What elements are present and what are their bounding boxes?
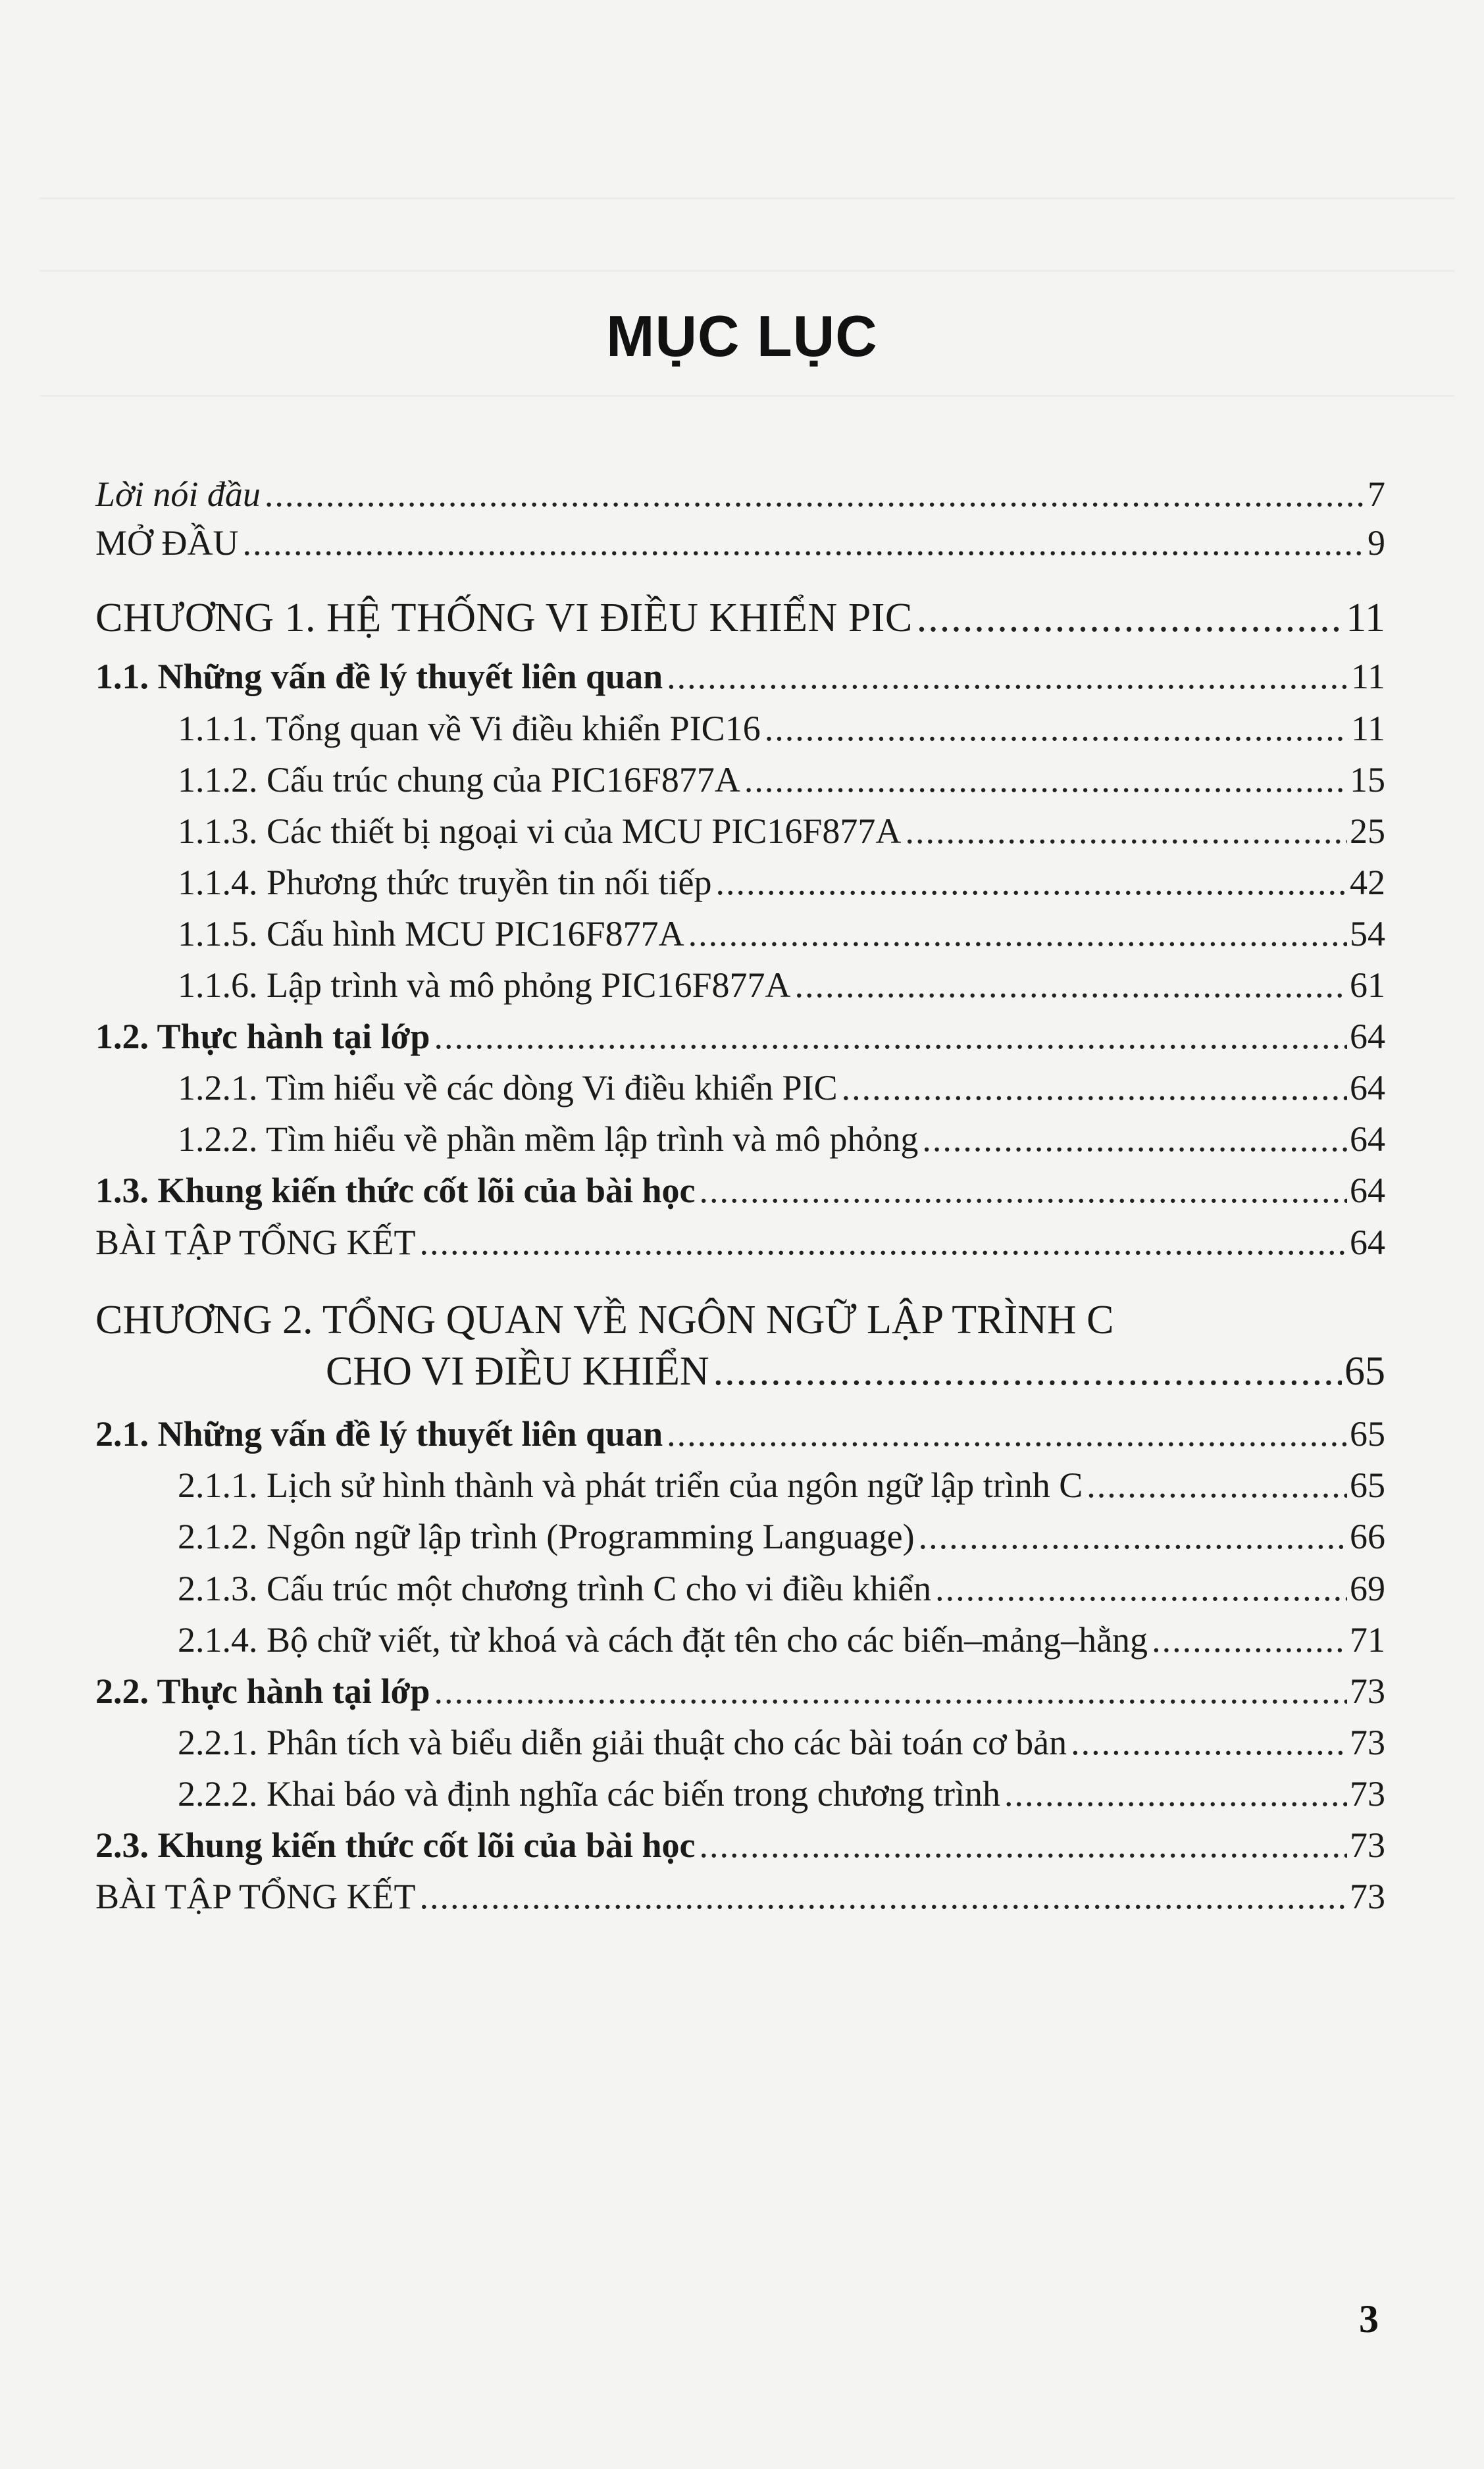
toc-entry-section bbox=[95, 1016, 1385, 1057]
toc-entry-subsection bbox=[95, 913, 1385, 954]
dot-leader bbox=[1004, 1773, 1347, 1814]
toc-entry-label: 2.2. Thực hành tại lớp bbox=[95, 1671, 430, 1711]
toc-entry-page: 25 bbox=[1350, 811, 1385, 851]
toc-entry-page: 64 bbox=[1350, 1017, 1385, 1057]
toc-entry-label: 2.2.2. Khai báo và định nghĩa các biến trong chương trình bbox=[178, 1773, 1001, 1814]
dot-leader bbox=[434, 1671, 1347, 1712]
toc-entry-subsection bbox=[95, 1516, 1385, 1557]
toc-entry-section bbox=[95, 1825, 1385, 1866]
toc-entry-page: 64 bbox=[1350, 1068, 1385, 1108]
toc-entry-label: Lời nói đầu bbox=[95, 474, 261, 514]
dot-leader bbox=[700, 1825, 1347, 1866]
toc-entry-label: 1.2.1. Tìm hiểu về các dòng Vi điều khiển PIC bbox=[178, 1068, 838, 1108]
toc-entry-label: CHƯƠNG 1. HỆ THỐNG VI ĐIỀU KHIỂN PIC bbox=[95, 596, 913, 641]
dot-leader bbox=[919, 1516, 1347, 1557]
toc-entry-label: 1.1.3. Các thiết bị ngoại vi của MCU PIC16F877A bbox=[178, 811, 902, 851]
toc-entry-label: 1.1.4. Phương thức truyền tin nối tiếp bbox=[178, 862, 712, 902]
toc-entry-page: 61 bbox=[1350, 965, 1385, 1005]
toc-entry-subsection bbox=[95, 1119, 1385, 1159]
toc-entry-label: 2.2.1. Phân tích và biểu diễn giải thuật cho các bài toán cơ bản bbox=[178, 1722, 1067, 1762]
dot-leader bbox=[700, 1170, 1347, 1211]
toc-entry-chapter-1 bbox=[95, 595, 1385, 642]
toc-entry-label: 2.1.4. Bộ chữ viết, từ khoá và cách đặt tên cho các biến–mảng–hằng bbox=[178, 1619, 1148, 1660]
toc-entry-page: 73 bbox=[1350, 1671, 1385, 1711]
dot-leader bbox=[713, 1348, 1342, 1395]
dot-leader bbox=[935, 1568, 1347, 1609]
dot-leader bbox=[842, 1067, 1347, 1108]
dot-leader bbox=[922, 1119, 1347, 1159]
dot-leader bbox=[905, 811, 1347, 852]
toc-entry-label: 1.1.6. Lập trình và mô phỏng PIC16F877A bbox=[178, 965, 791, 1005]
toc-entry-page: 64 bbox=[1350, 1222, 1385, 1262]
toc-entry-page: 11 bbox=[1351, 708, 1385, 748]
toc-entry-subsection bbox=[95, 759, 1385, 800]
toc-entry-subsection bbox=[95, 708, 1385, 749]
toc-entry-page: 7 bbox=[1368, 474, 1385, 514]
toc-entry-section bbox=[95, 1671, 1385, 1712]
dot-leader bbox=[667, 656, 1348, 697]
table-of-contents bbox=[95, 474, 1385, 1917]
dot-leader bbox=[744, 759, 1347, 800]
toc-entry-page: 69 bbox=[1350, 1568, 1385, 1608]
toc-entry-label: 1.1.5. Cấu hình MCU PIC16F877A bbox=[178, 913, 684, 954]
toc-entry-page: 73 bbox=[1350, 1825, 1385, 1866]
toc-entry-page: 54 bbox=[1350, 913, 1385, 954]
toc-entry-label: 1.1.1. Tổng quan về Vi điều khiển PIC16 bbox=[178, 708, 761, 748]
toc-entry-page: 42 bbox=[1350, 862, 1385, 902]
toc-entry-page: 64 bbox=[1350, 1119, 1385, 1159]
toc-entry-section bbox=[95, 1170, 1385, 1211]
dot-leader bbox=[917, 595, 1344, 642]
dot-leader bbox=[265, 474, 1365, 515]
dot-leader bbox=[420, 1876, 1347, 1917]
toc-entry-label: 2.1.3. Cấu trúc một chương trình C cho vi điều khiển bbox=[178, 1568, 932, 1608]
toc-entry-summary-exercises bbox=[95, 1876, 1385, 1917]
toc-entry-section bbox=[95, 1413, 1385, 1454]
toc-entry-label: 2.3. Khung kiến thức cốt lõi của bài học bbox=[95, 1825, 696, 1866]
dot-leader bbox=[1071, 1722, 1347, 1763]
dot-leader bbox=[420, 1222, 1347, 1263]
toc-entry-page: 65 bbox=[1350, 1414, 1385, 1454]
bleed-through-line bbox=[39, 395, 1454, 397]
toc-entry-page: 66 bbox=[1350, 1517, 1385, 1557]
toc-entry-label: CHO VI ĐIỀU KHIỂN bbox=[326, 1349, 709, 1394]
dot-leader bbox=[794, 965, 1347, 1005]
toc-entry-chapter-2 bbox=[95, 1348, 1385, 1395]
toc-entry-subsection bbox=[95, 1465, 1385, 1506]
toc-entry-label: 1.2.2. Tìm hiểu về phần mềm lập trình và mô phỏng bbox=[178, 1119, 919, 1159]
toc-entry-page: 11 bbox=[1346, 596, 1385, 641]
dot-leader bbox=[1152, 1619, 1347, 1660]
toc-entry-label: 1.3. Khung kiến thức cốt lõi của bài học bbox=[95, 1171, 696, 1211]
toc-entry-label: 2.1.2. Ngôn ngữ lập trình (Programming Language) bbox=[178, 1517, 915, 1557]
toc-entry-label: BÀI TẬP TỔNG KẾT bbox=[95, 1222, 416, 1262]
toc-entry-section bbox=[95, 656, 1385, 697]
toc-entry-preface bbox=[95, 474, 1385, 515]
dot-leader bbox=[434, 1016, 1347, 1057]
toc-entry-page: 11 bbox=[1351, 657, 1385, 697]
toc-entry-label: 1.2. Thực hành tại lớp bbox=[95, 1017, 430, 1057]
toc-entry-subsection bbox=[95, 1773, 1385, 1814]
toc-entry-subsection bbox=[95, 1619, 1385, 1660]
toc-entry-page: 65 bbox=[1344, 1349, 1385, 1394]
bleed-through-line bbox=[39, 197, 1454, 199]
toc-entry-page: 9 bbox=[1368, 523, 1385, 563]
toc-entry-subsection bbox=[95, 1067, 1385, 1108]
toc-entry-subsection bbox=[95, 811, 1385, 852]
toc-entry-subsection bbox=[95, 862, 1385, 903]
toc-entry-label: 2.1. Những vấn đề lý thuyết liên quan bbox=[95, 1414, 663, 1454]
dot-leader bbox=[765, 708, 1348, 749]
toc-entry-label: 1.1.2. Cấu trúc chung của PIC16F877A bbox=[178, 759, 740, 800]
dot-leader bbox=[688, 913, 1347, 954]
toc-entry-page: 73 bbox=[1350, 1773, 1385, 1814]
dot-leader bbox=[667, 1413, 1347, 1454]
toc-entry-page: 65 bbox=[1350, 1465, 1385, 1506]
toc-entry-chapter-2-title: CHƯƠNG 2. TỔNG QUAN VỀ NGÔN NGỮ LẬP TRÌNH C bbox=[95, 1297, 1114, 1342]
toc-entry-label: 1.1. Những vấn đề lý thuyết liên quan bbox=[95, 657, 663, 697]
page-number: 3 bbox=[1359, 2297, 1379, 2341]
toc-entry-label: MỞ ĐẦU bbox=[95, 523, 239, 563]
toc-entry-page: 73 bbox=[1350, 1877, 1385, 1917]
toc-entry-subsection bbox=[95, 965, 1385, 1005]
page-title: MỤC LỤC bbox=[606, 303, 878, 369]
toc-entry-subsection bbox=[95, 1722, 1385, 1763]
toc-entry-summary-exercises bbox=[95, 1222, 1385, 1263]
toc-entry-label: 2.1.1. Lịch sử hình thành và phát triển của ngôn ngữ lập trình C bbox=[178, 1465, 1083, 1506]
toc-entry-introduction bbox=[95, 522, 1385, 563]
toc-entry-label: BÀI TẬP TỔNG KẾT bbox=[95, 1877, 416, 1917]
dot-leader bbox=[243, 522, 1365, 563]
toc-entry-subsection bbox=[95, 1568, 1385, 1609]
toc-entry-page: 64 bbox=[1350, 1171, 1385, 1211]
toc-entry-page: 71 bbox=[1350, 1619, 1385, 1660]
toc-entry-page: 15 bbox=[1350, 759, 1385, 800]
bleed-through-line bbox=[39, 270, 1454, 272]
dot-leader bbox=[716, 862, 1347, 903]
toc-entry-page: 73 bbox=[1350, 1722, 1385, 1762]
dot-leader bbox=[1087, 1465, 1347, 1506]
